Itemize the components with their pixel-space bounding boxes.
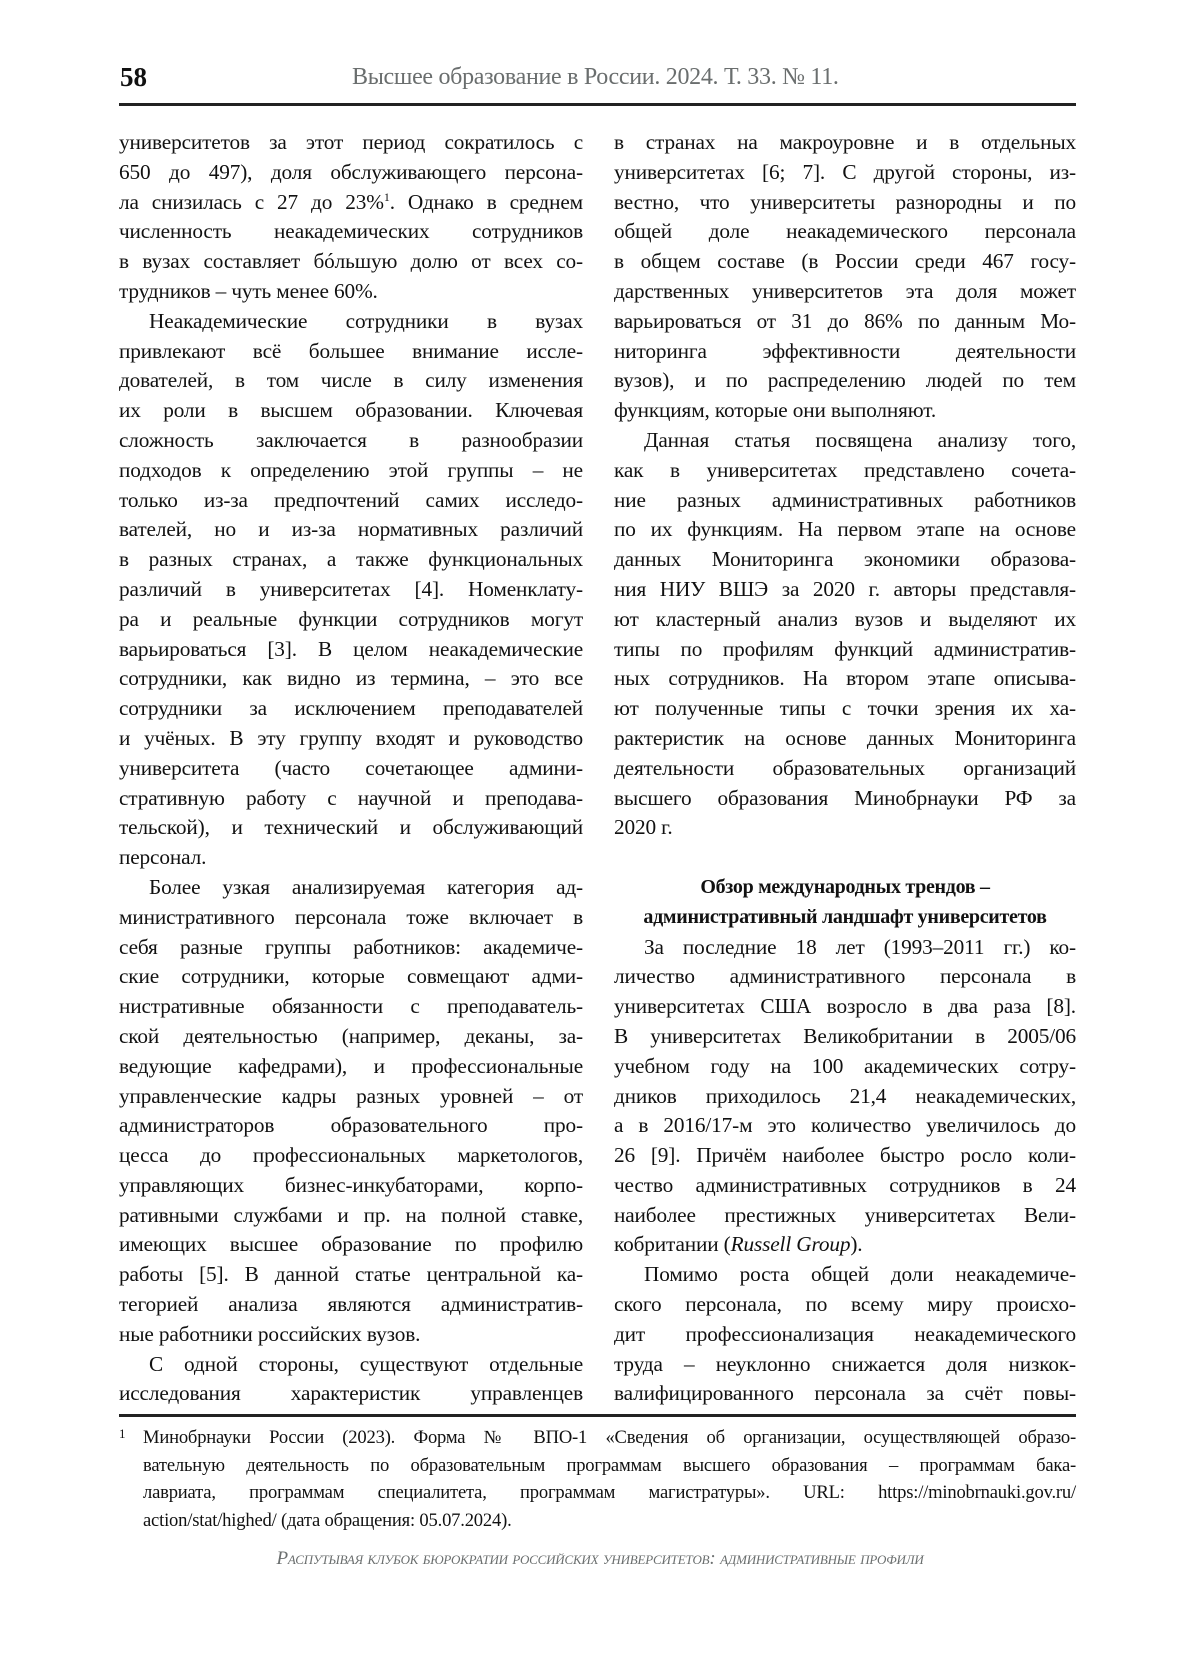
text-line: сотрудники, как видно из термина, – это все	[119, 666, 583, 691]
section-heading: Обзор международных трендов –	[700, 875, 990, 898]
text-line: имеющих высшее образование по профилю	[119, 1232, 583, 1257]
text-line: администраторов образовательного про-	[119, 1113, 583, 1138]
text-line: 650 до 497), доля обслуживающего персона-	[119, 159, 583, 184]
text-line: а в 2016/17-м это количество увеличилось до	[614, 1113, 1076, 1138]
text-line: ведующие кафедрами), и профессиональные	[119, 1053, 583, 1078]
text-line: университетах США возросло в два раза [8].	[614, 994, 1076, 1019]
text-line: университетах [6; 7]. С другой стороны, из-	[614, 159, 1076, 184]
text-line: ных сотрудников. На втором этапе описыва-	[614, 666, 1076, 691]
text-line: Данная статья посвящена анализу того,	[644, 427, 1076, 452]
text-line	[119, 188, 583, 218]
text-line: ниторинга эффективности деятельности	[614, 338, 1076, 363]
text-line: цесса до профессиональных маркетологов,	[119, 1143, 583, 1168]
text-line: высшего образования Минобрнауки РФ за	[614, 785, 1076, 810]
text-line: в странах на макроуровне и в отдельных	[614, 130, 1076, 154]
text-line: личество административного персонала в	[614, 964, 1076, 989]
text-line: деятельности образовательных организаций	[614, 755, 1076, 780]
text-line: тегорией анализа являются административ-	[119, 1292, 583, 1317]
text-line: вузов), и по распределению людей по тем	[614, 368, 1076, 393]
text-line: данных Мониторинга экономики образова-	[614, 547, 1076, 572]
text-span: ла снизилась с 27 до 23%	[119, 189, 384, 214]
text-line: В университетах Великобритании в 2005/06	[614, 1023, 1076, 1048]
text-line: Более узкая анализируемая категория ад-	[149, 874, 583, 899]
text-line: варьироваться от 31 до 86% по данным Мо-	[614, 308, 1076, 333]
footnote-ref: 1	[383, 189, 390, 204]
text-line: нистративные обязанности с преподаватель-	[119, 994, 583, 1019]
text-line: университета (часто сочетающее админи-	[119, 755, 583, 780]
text-line: валифицированного персонала за счёт повы-	[614, 1381, 1076, 1406]
text-line: как в университетах представлено сочета-	[614, 457, 1076, 482]
text-line: министративного персонала тоже включает в	[119, 904, 583, 929]
text-line: ского персонала, по всему миру происхо-	[614, 1292, 1076, 1317]
text-line: ния НИУ ВШЭ за 2020 г. авторы представля-	[614, 576, 1076, 601]
text-line: вестно, что университеты разнородны и по	[614, 189, 1076, 214]
text-line: дит профессионализация неакадемического	[614, 1321, 1076, 1346]
section-heading: административный ландшафт университетов	[643, 905, 1047, 928]
text-line: ской деятельностью (например, деканы, за-	[119, 1023, 583, 1048]
text-line: себя разные группы работников: академиче-	[119, 934, 583, 959]
text-line: сотрудники за исключением преподавателей	[119, 696, 583, 721]
text-line: типы по профилям функций административ-	[614, 636, 1076, 661]
text-line: численность неакадемических сотрудников	[119, 219, 583, 244]
text-line: привлекают всё большее внимание иссле-	[119, 338, 583, 363]
text-line: Помимо роста общей доли неакадемиче-	[644, 1262, 1076, 1287]
footnote-line: лавриата, программам специалитета, программам магистратуры». URL: https://minobrnauki.gov.ru/	[143, 1482, 1076, 1503]
left-column	[119, 128, 583, 1409]
text-line: общей доле неакадемического персонала	[614, 219, 1076, 244]
text-line: только из-за предпочтений самих исследо-	[119, 487, 583, 512]
right-column	[614, 128, 1076, 1409]
text-line: различий в университетах [4]. Номенклату-	[119, 576, 583, 601]
text-line: и учёных. В эту группу входят и руководство	[119, 725, 583, 750]
text-line: Неакадемические сотрудники в вузах	[149, 308, 583, 333]
text-line: 2020 г.	[614, 815, 673, 840]
running-title: Распутывая клубок бюрократии российских университетов: административные профили	[276, 1548, 924, 1569]
text-line: функциям, которые они выполняют.	[614, 398, 936, 423]
text-line: в разных странах, а также функциональных	[119, 547, 583, 572]
text-line	[614, 1230, 1076, 1260]
text-line: их роли в высшем образовании. Ключевая	[119, 398, 583, 423]
text-line: дников приходилось 21,4 неакадемических,	[614, 1083, 1076, 1108]
text-line: управленческие кадры разных уровней – от	[119, 1083, 583, 1108]
text-line: подходов к определению этой группы – не	[119, 457, 583, 482]
footnote-rule	[119, 1414, 1076, 1417]
text-line: вателей, но и из-за нормативных различий	[119, 517, 583, 542]
text-line: 26 [9]. Причём наиболее быстро росло коли-	[614, 1143, 1076, 1168]
text-line: исследования характеристик управленцев	[119, 1381, 583, 1406]
text-line: персонал.	[119, 845, 207, 870]
text-line: дарственных университетов эта доля может	[614, 278, 1076, 303]
text-line: дователей, в том числе в силу изменения	[119, 368, 583, 393]
footnote	[119, 1424, 1076, 1534]
text-line: трудников – чуть менее 60%.	[119, 278, 378, 303]
text-line: За последние 18 лет (1993–2011 гг.) ко-	[644, 934, 1076, 959]
text-span: Russell Group	[730, 1232, 851, 1257]
text-line: управляющих бизнес-инкубаторами, корпо-	[119, 1172, 583, 1197]
footnote-text	[143, 1424, 1076, 1534]
text-line: ние разных административных работников	[614, 487, 1076, 512]
page-number: 58	[120, 62, 147, 92]
text-line: работы [5]. В данной статье центральной ка-	[119, 1262, 583, 1287]
text-span: кобритании (	[614, 1232, 731, 1257]
footnote-line: action/stat/highed/ (дата обращения: 05.07.2024).	[143, 1509, 512, 1531]
text-span: ).	[850, 1232, 863, 1257]
text-line: учебном году на 100 академических сотру-	[614, 1053, 1076, 1078]
text-line: в вузах составляет бóльшую долю от всех со-	[119, 249, 583, 274]
text-line: ративными службами и пр. на полной ставке,	[119, 1202, 583, 1227]
text-line: С одной стороны, существуют отдельные	[149, 1351, 583, 1376]
text-line: сложность заключается в разнообразии	[119, 427, 583, 452]
text-line: ра и реальные функции сотрудников могут	[119, 606, 583, 631]
text-line: тельской), и технический и обслуживающий	[119, 815, 583, 840]
text-line: ные работники российских вузов.	[119, 1321, 421, 1346]
text-line: ют кластерный анализ вузов и выделяют их	[614, 606, 1076, 631]
footnote-line: вательную деятельность по образовательным программам высшего образования – программам бака-	[143, 1454, 1076, 1476]
header-rule	[119, 103, 1076, 106]
text-line: труда – неуклонно снижается доля низкок-	[614, 1351, 1076, 1376]
text-line: наиболее престижных университетах Вели-	[614, 1202, 1076, 1227]
blank-line	[614, 843, 1076, 873]
text-line: чество административных сотрудников в 24	[614, 1172, 1076, 1197]
text-line: ские сотрудники, которые совмещают адми-	[119, 964, 583, 989]
text-span: . Однако в среднем	[389, 189, 583, 214]
text-line: стративную работу с научной и преподава-	[119, 785, 583, 810]
text-line: в общем составе (в России среди 467 госу-	[614, 249, 1076, 274]
text-line: по их функциям. На первом этапе на основе	[614, 517, 1076, 542]
text-line: варьироваться [3]. В целом неакадемические	[119, 636, 583, 661]
footnote-line: Минобрнауки России (2023). Форма № ВПО-1 «Сведения об организации, осуществляющей образо-	[143, 1427, 1076, 1448]
footnote-mark: 1	[119, 1426, 126, 1441]
text-line: университетов за этот период сократилось с	[119, 130, 583, 154]
text-line: ют полученные типы с точки зрения их ха-	[614, 696, 1076, 721]
text-line: рактеристик на основе данных Мониторинга	[614, 725, 1076, 750]
journal-title: Высшее образование в России. 2024. Т. 33. № 11.	[352, 64, 839, 90]
